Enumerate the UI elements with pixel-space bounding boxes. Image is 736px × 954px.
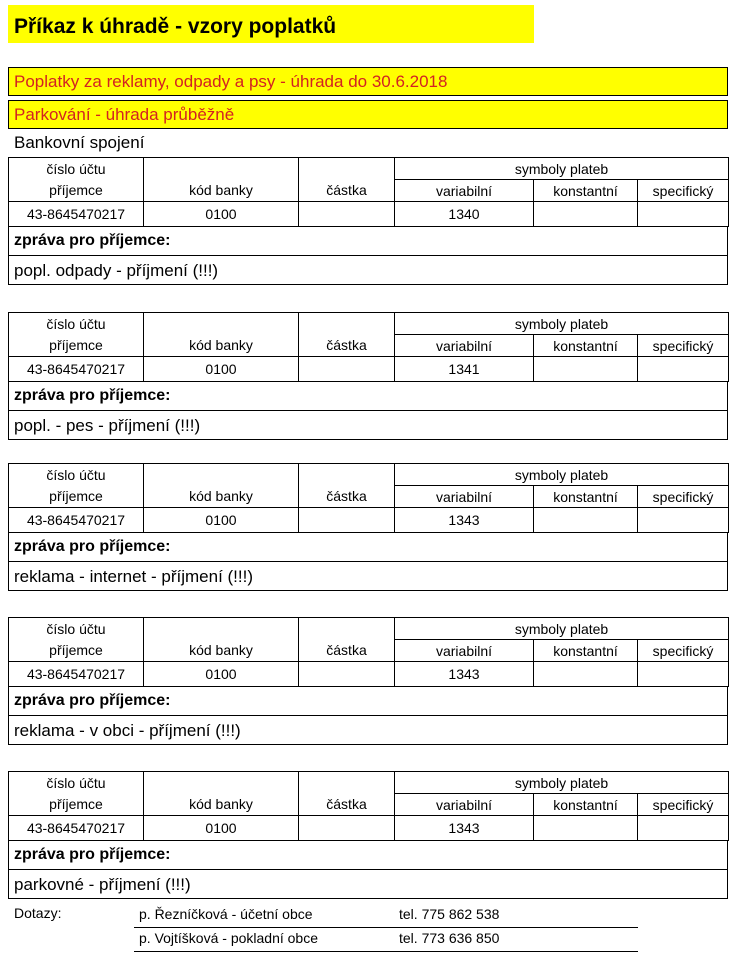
constant-header: konstantní (534, 640, 638, 662)
message-text: reklama - internet - příjmení (!!!) (8, 562, 728, 591)
message-label: zpráva pro příjemce: (8, 687, 728, 716)
amount-value (299, 202, 395, 227)
contact-row (134, 927, 638, 952)
specific-value (638, 508, 729, 533)
message-text: popl. odpady - příjmení (!!!) (8, 256, 728, 285)
payment-block (8, 771, 728, 899)
constant-value (534, 202, 638, 227)
amount-header: částka (299, 335, 395, 357)
message-text: parkovné - příjmení (!!!) (8, 870, 728, 899)
account-header-line2: příjemce (9, 335, 144, 357)
account-header-line1: číslo účtu (9, 313, 144, 335)
contact-name: p. Řezníčková - účetní obce (139, 906, 313, 922)
contact-name: p. Vojtíšková - pokladní obce (139, 930, 318, 946)
contact-phone: tel. 775 862 538 (399, 906, 500, 922)
message-label: zpráva pro příjemce: (8, 227, 728, 256)
amount-header: částka (299, 180, 395, 202)
account-header-line1: číslo účtu (9, 464, 144, 486)
constant-header: konstantní (534, 180, 638, 202)
payment-table (8, 617, 729, 687)
account-header-line1: číslo účtu (9, 158, 144, 180)
specific-header: specifický (638, 335, 729, 357)
bank-code-value: 0100 (144, 816, 299, 841)
variable-value: 1343 (395, 508, 534, 533)
constant-value (534, 662, 638, 687)
message-text: reklama - v obci - příjmení (!!!) (8, 716, 728, 745)
variable-header: variabilní (395, 180, 534, 202)
amount-value (299, 508, 395, 533)
message-label: zpráva pro příjemce: (8, 382, 728, 411)
payment-table (8, 312, 729, 382)
message-label: zpráva pro příjemce: (8, 841, 728, 870)
constant-header: konstantní (534, 486, 638, 508)
payment-block (8, 157, 728, 285)
section-label: Bankovní spojení (14, 133, 145, 152)
amount-header: částka (299, 640, 395, 662)
specific-header: specifický (638, 180, 729, 202)
symbols-header: symboly plateb (395, 772, 729, 794)
account-value: 43-8645470217 (9, 202, 144, 227)
variable-value: 1340 (395, 202, 534, 227)
account-value: 43-8645470217 (9, 816, 144, 841)
account-header-line2: příjemce (9, 640, 144, 662)
constant-value (534, 508, 638, 533)
payment-block (8, 463, 728, 591)
bank-code-header: kód banky (144, 335, 299, 357)
bank-code-header: kód banky (144, 486, 299, 508)
symbols-header: symboly plateb (395, 618, 729, 640)
account-header-line1: číslo účtu (9, 618, 144, 640)
variable-value: 1343 (395, 816, 534, 841)
account-header-line2: příjemce (9, 794, 144, 816)
constant-header: konstantní (534, 335, 638, 357)
account-header-line2: příjemce (9, 486, 144, 508)
bank-code-header: kód banky (144, 180, 299, 202)
payment-block (8, 312, 728, 440)
constant-header: konstantní (534, 794, 638, 816)
account-header-line1: číslo účtu (9, 772, 144, 794)
specific-value (638, 662, 729, 687)
notice-deadline: Poplatky za reklamy, odpady a psy - úhrada do 30.6.2018 (8, 67, 728, 96)
amount-header: částka (299, 486, 395, 508)
account-value: 43-8645470217 (9, 357, 144, 382)
bank-code-header: kód banky (144, 794, 299, 816)
constant-value (534, 816, 638, 841)
variable-header: variabilní (395, 486, 534, 508)
amount-value (299, 662, 395, 687)
bank-code-header: kód banky (144, 640, 299, 662)
message-text: popl. - pes - příjmení (!!!) (8, 411, 728, 440)
footer-label: Dotazy: (14, 905, 62, 921)
account-value: 43-8645470217 (9, 508, 144, 533)
specific-value (638, 202, 729, 227)
bank-code-value: 0100 (144, 202, 299, 227)
symbols-header: symboly plateb (395, 464, 729, 486)
symbols-header: symboly plateb (395, 158, 729, 180)
payment-table (8, 771, 729, 841)
notice-parking: Parkování - úhrada průběžně (8, 100, 728, 129)
account-value: 43-8645470217 (9, 662, 144, 687)
amount-value (299, 816, 395, 841)
variable-value: 1343 (395, 662, 534, 687)
amount-header: částka (299, 794, 395, 816)
constant-value (534, 357, 638, 382)
specific-value (638, 357, 729, 382)
variable-header: variabilní (395, 794, 534, 816)
symbols-header: symboly plateb (395, 313, 729, 335)
contact-phone: tel. 773 636 850 (399, 930, 500, 946)
payment-table (8, 157, 729, 227)
bank-code-value: 0100 (144, 357, 299, 382)
specific-value (638, 816, 729, 841)
contact-row (134, 903, 638, 928)
page-title: Příkaz k úhradě - vzory poplatků (8, 5, 534, 43)
variable-header: variabilní (395, 640, 534, 662)
payment-block (8, 617, 728, 745)
bank-code-value: 0100 (144, 508, 299, 533)
specific-header: specifický (638, 794, 729, 816)
amount-value (299, 357, 395, 382)
message-label: zpráva pro příjemce: (8, 533, 728, 562)
bank-code-value: 0100 (144, 662, 299, 687)
variable-value: 1341 (395, 357, 534, 382)
specific-header: specifický (638, 486, 729, 508)
variable-header: variabilní (395, 335, 534, 357)
payment-table (8, 463, 729, 533)
specific-header: specifický (638, 640, 729, 662)
account-header-line2: příjemce (9, 180, 144, 202)
